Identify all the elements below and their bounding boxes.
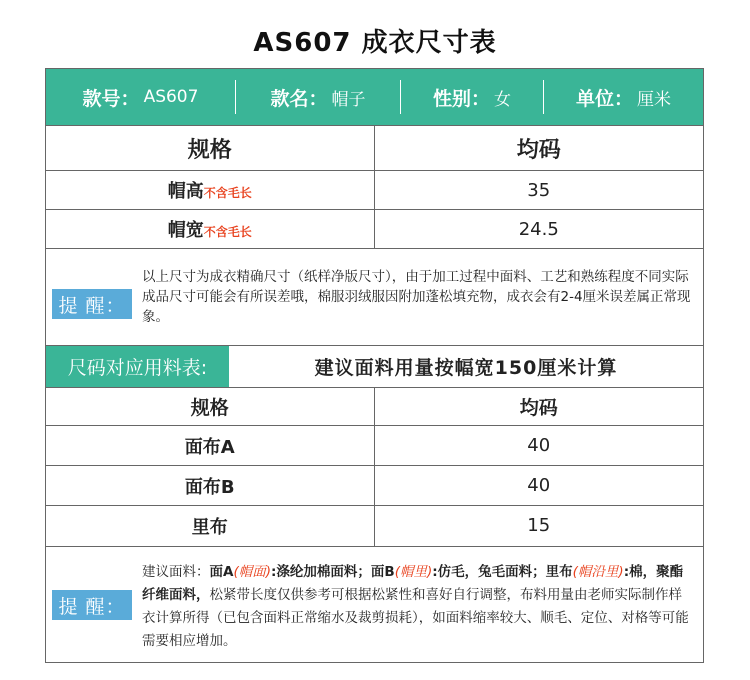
- table-row: [46, 426, 703, 466]
- fabric-reminder-text: [142, 561, 693, 653]
- size-table: [46, 125, 703, 249]
- size-row-note: 不含毛长: [203, 186, 252, 200]
- size-row-name: 帽宽: [167, 220, 204, 242]
- fabric-row-value: 15: [374, 506, 703, 546]
- fabric-row-name: 面布A: [46, 426, 374, 466]
- fabric-row-name: 面布B: [46, 466, 374, 506]
- style-no-cell: [46, 80, 236, 114]
- fabric-table: [46, 387, 703, 546]
- table-row: [46, 466, 703, 506]
- reminder-box: [46, 248, 703, 344]
- fabric-table-header: [46, 388, 703, 426]
- size-chart-frame: [45, 68, 704, 663]
- page-title: AS607 成衣尺寸表: [253, 28, 497, 58]
- gender-cell: [401, 80, 544, 114]
- fabric-note-part: (帽沿里): [572, 564, 624, 580]
- size-table-col-size: 均码: [374, 126, 703, 171]
- fabric-note-part: :仿毛，兔毛面料；里布: [432, 564, 573, 580]
- unit-value: 厘米: [637, 89, 671, 110]
- size-row-value: 35: [374, 171, 703, 210]
- size-row-name: 帽高: [167, 181, 204, 202]
- header-bar: [46, 69, 703, 125]
- fabric-note-part: :棉，聚酯纤维面料，: [142, 564, 684, 603]
- unit-cell: [544, 80, 703, 114]
- gender-label: 性别：: [432, 87, 490, 110]
- size-table-header: [46, 126, 703, 171]
- reminder-text: 以上尺寸为成衣精确尺寸（纸样净版尺寸），由于加工过程中面料、工艺和熟练程度不同实际成品尺寸可能会有所误差哦，棉服羽绒服因附加蓬松填充物，成衣会有2-4厘米误差属正常现象。: [142, 269, 691, 325]
- fabric-note-part: :涤纶加棉面料；面B: [271, 564, 395, 580]
- fabric-note-part: (帽面): [233, 564, 271, 580]
- table-row: [46, 171, 703, 210]
- fabric-note-part: (帽里): [394, 564, 433, 580]
- size-row-value: 24.5: [374, 210, 703, 249]
- style-name-value: 帽子: [331, 89, 366, 110]
- size-row-note: 不含毛长: [203, 225, 252, 240]
- unit-label: 单位：: [575, 87, 633, 110]
- fabric-note-part: 面A: [209, 564, 234, 580]
- style-no-label: 款号：: [82, 87, 140, 110]
- reminder-label: 提 醒：: [52, 289, 132, 319]
- fabric-note-part: 建议面料：: [142, 564, 210, 580]
- style-name-label: 款名：: [270, 87, 328, 110]
- size-row-name-cell: [46, 210, 374, 249]
- fabric-reminder-box: [46, 546, 703, 663]
- fabric-table-col-size: 均码: [374, 388, 703, 426]
- size-row-name-cell: [46, 171, 374, 210]
- fabric-row-name: 里布: [46, 506, 374, 546]
- table-row: [46, 506, 703, 546]
- fabric-row-value: 40: [374, 426, 703, 466]
- fabric-table-col-spec: 规格: [46, 388, 374, 426]
- gender-value: 女: [494, 89, 511, 110]
- size-table-col-spec: 规格: [46, 126, 374, 171]
- fabric-bar: [46, 345, 703, 387]
- fabric-row-value: 40: [374, 466, 703, 506]
- fabric-bar-text: 建议面料用量按幅宽150厘米计算: [314, 357, 618, 379]
- style-no-value: AS607: [143, 87, 199, 107]
- fabric-note-part: 松紧带长度仅供参考可根据松紧性和喜好自行调整，布料用量由老师实际制作样衣计算所得（已包含面料正常缩水及裁剪损耗），如面料缩率较大、顺毛、定位、对格等可能需要相应增加。: [142, 587, 689, 649]
- fabric-bar-label: 尺码对应用料表:: [46, 346, 229, 387]
- style-name-cell: [236, 80, 401, 114]
- fabric-reminder-label: 提 醒：: [52, 590, 132, 620]
- table-row: [46, 210, 703, 249]
